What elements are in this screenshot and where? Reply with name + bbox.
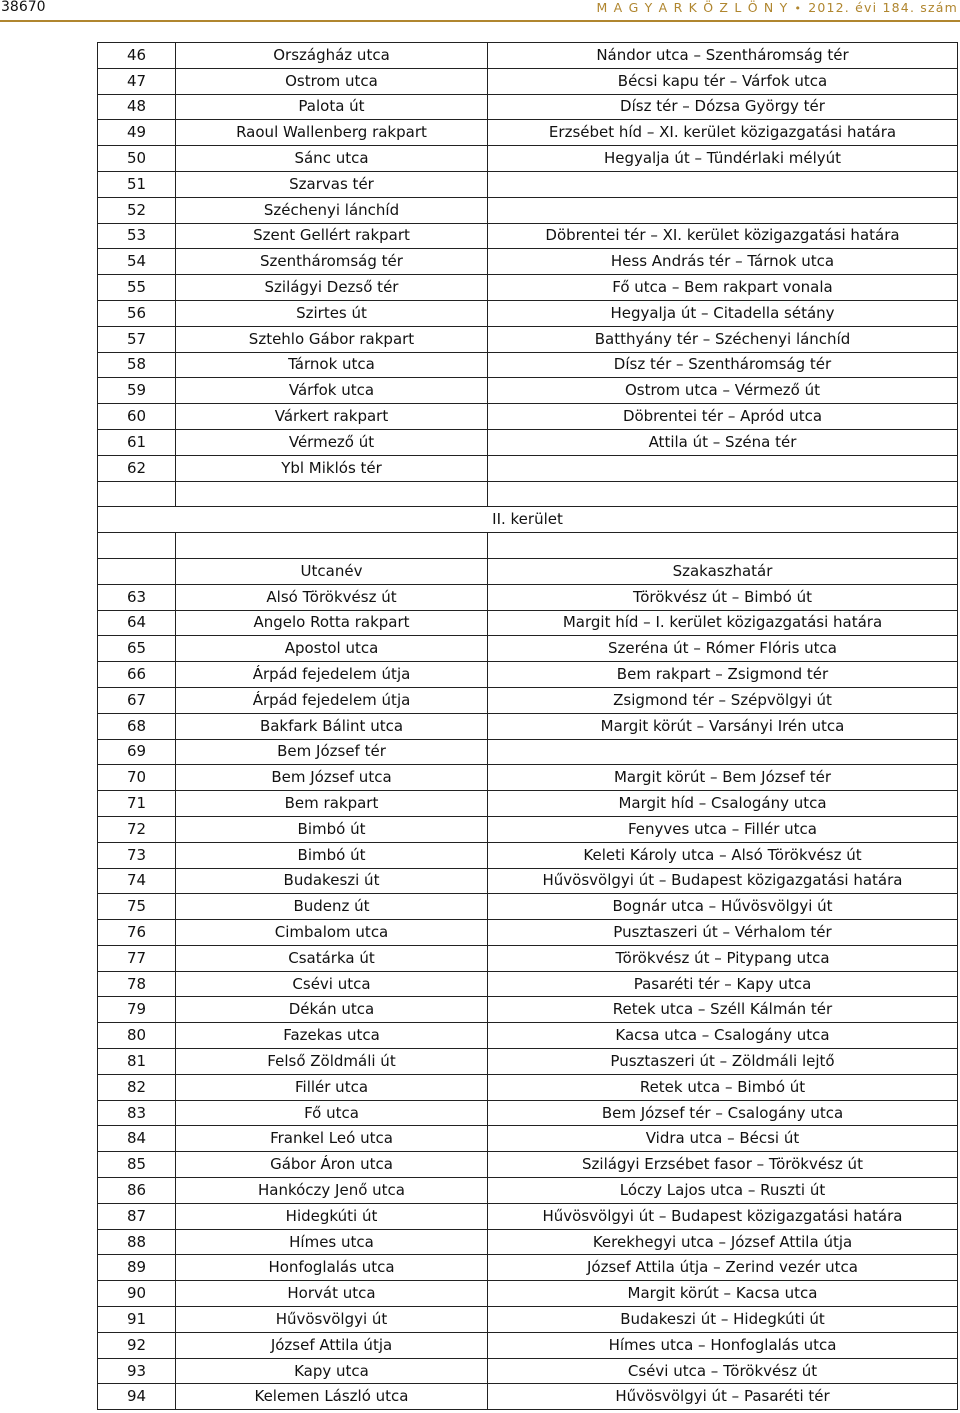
row-number-cell: 89: [98, 1255, 176, 1281]
table-row: [98, 997, 958, 1023]
row-number-cell: 49: [98, 120, 176, 146]
table-row: [98, 171, 958, 197]
section-boundary-cell: Nándor utca – Szentháromság tér: [488, 43, 958, 69]
section-boundary-cell: Hess András tér – Tárnok utca: [488, 249, 958, 275]
empty-cell: [488, 481, 958, 507]
row-number-cell: 88: [98, 1229, 176, 1255]
street-name-cell: Szilágyi Dezső tér: [176, 275, 488, 301]
street-name-cell: Kapy utca: [176, 1358, 488, 1384]
table-row: [98, 687, 958, 713]
row-number-cell: 59: [98, 378, 176, 404]
page-number: 38670: [1, 0, 46, 15]
street-name-cell: Sztehlo Gábor rakpart: [176, 326, 488, 352]
street-name-cell: Sánc utca: [176, 146, 488, 172]
section-boundary-cell: József Attila útja – Zerind vezér utca: [488, 1255, 958, 1281]
row-number-cell: 69: [98, 739, 176, 765]
header-number: [98, 558, 176, 584]
table-row: [98, 765, 958, 791]
row-number-cell: 79: [98, 997, 176, 1023]
street-name-cell: Frankel Leó utca: [176, 1126, 488, 1152]
running-header: [597, 0, 958, 15]
street-name-cell: Bakfark Bálint utca: [176, 713, 488, 739]
section-boundary-cell: Hűvösvölgyi út – Pasaréti tér: [488, 1384, 958, 1410]
table-row: [98, 1126, 958, 1152]
section-boundary-cell: Margit körút – Varsányi Irén utca: [488, 713, 958, 739]
row-number-cell: 78: [98, 971, 176, 997]
table-row: [98, 868, 958, 894]
row-number-cell: 67: [98, 687, 176, 713]
row-number-cell: 56: [98, 300, 176, 326]
section-boundary-cell: Szeréna út – Rómer Flóris utca: [488, 636, 958, 662]
table-row: [98, 352, 958, 378]
street-name-cell: Gábor Áron utca: [176, 1152, 488, 1178]
street-name-cell: Várkert rakpart: [176, 404, 488, 430]
section-boundary-cell: Szilágyi Erzsébet fasor – Törökvész út: [488, 1152, 958, 1178]
section-boundary-cell: Retek utca – Bimbó út: [488, 1074, 958, 1100]
row-number-cell: 65: [98, 636, 176, 662]
header-section-boundary: Szakaszhatár: [488, 558, 958, 584]
section-boundary-cell: Batthyány tér – Széchenyi lánchíd: [488, 326, 958, 352]
table-row: [98, 223, 958, 249]
row-number-cell: 74: [98, 868, 176, 894]
section-boundary-cell: Margit körút – Kacsa utca: [488, 1281, 958, 1307]
section-boundary-cell: [488, 455, 958, 481]
street-name-cell: Fazekas utca: [176, 1023, 488, 1049]
table-row: [98, 636, 958, 662]
row-number-cell: 51: [98, 171, 176, 197]
street-name-cell: Vérmező út: [176, 429, 488, 455]
street-name-cell: Honfoglalás utca: [176, 1255, 488, 1281]
table-row: [98, 1281, 958, 1307]
street-name-cell: Szirtes út: [176, 300, 488, 326]
street-name-cell: Angelo Rotta rakpart: [176, 610, 488, 636]
row-number-cell: 93: [98, 1358, 176, 1384]
street-name-cell: Árpád fejedelem útja: [176, 687, 488, 713]
table-row: [98, 1049, 958, 1075]
table-row: [98, 68, 958, 94]
table-row: [98, 275, 958, 301]
section-boundary-cell: Csévi utca – Törökvész út: [488, 1358, 958, 1384]
street-name-cell: Hidegkúti út: [176, 1203, 488, 1229]
table-row: [98, 1255, 958, 1281]
spacer-row: [98, 481, 958, 507]
district-heading-row: [98, 507, 958, 533]
table-row: [98, 791, 958, 817]
section-boundary-cell: Döbrentei tér – XI. kerület közigazgatási határa: [488, 223, 958, 249]
street-name-cell: Bem József tér: [176, 739, 488, 765]
section-boundary-cell: Retek utca – Széll Kálmán tér: [488, 997, 958, 1023]
section-boundary-cell: [488, 171, 958, 197]
section-boundary-cell: Bognár utca – Hűvösvölgyi út: [488, 894, 958, 920]
section-boundary-cell: Bem József tér – Csalogány utca: [488, 1100, 958, 1126]
table-row: [98, 584, 958, 610]
street-name-cell: Várfok utca: [176, 378, 488, 404]
table-row: [98, 662, 958, 688]
table-row: [98, 455, 958, 481]
row-number-cell: 47: [98, 68, 176, 94]
section-boundary-cell: Hegyalja út – Citadella sétány: [488, 300, 958, 326]
section-boundary-cell: Margit híd – Csalogány utca: [488, 791, 958, 817]
table-row: [98, 120, 958, 146]
table-row: [98, 1332, 958, 1358]
page-header: [0, 0, 960, 20]
street-name-cell: Hűvösvölgyi út: [176, 1307, 488, 1333]
row-number-cell: 64: [98, 610, 176, 636]
street-name-cell: Ybl Miklós tér: [176, 455, 488, 481]
row-number-cell: 91: [98, 1307, 176, 1333]
section-boundary-cell: Dísz tér – Szentháromság tér: [488, 352, 958, 378]
section-boundary-cell: Döbrentei tér – Apród utca: [488, 404, 958, 430]
section-boundary-cell: Budakeszi út – Hidegkúti út: [488, 1307, 958, 1333]
street-table: [97, 42, 958, 1410]
street-name-cell: Szent Gellért rakpart: [176, 223, 488, 249]
table-row: [98, 816, 958, 842]
row-number-cell: 72: [98, 816, 176, 842]
row-number-cell: 60: [98, 404, 176, 430]
table-row: [98, 1023, 958, 1049]
table-row: [98, 920, 958, 946]
row-number-cell: 82: [98, 1074, 176, 1100]
table-row: [98, 842, 958, 868]
street-name-cell: Árpád fejedelem útja: [176, 662, 488, 688]
section-boundary-cell: Hegyalja út – Tündérlaki mélyút: [488, 146, 958, 172]
street-table-body: [98, 43, 958, 1410]
street-name-cell: Fő utca: [176, 1100, 488, 1126]
table-row: [98, 1152, 958, 1178]
street-name-cell: Horvát utca: [176, 1281, 488, 1307]
table-row: [98, 739, 958, 765]
table-row: [98, 1307, 958, 1333]
street-name-cell: Dékán utca: [176, 997, 488, 1023]
section-boundary-cell: Hűvösvölgyi út – Budapest közigazgatási határa: [488, 1203, 958, 1229]
row-number-cell: 92: [98, 1332, 176, 1358]
journal-title: M A G Y A R K Ö Z L Ö N Y: [596, 0, 789, 15]
row-number-cell: 83: [98, 1100, 176, 1126]
row-number-cell: 62: [98, 455, 176, 481]
street-name-cell: Csatárka út: [176, 945, 488, 971]
row-number-cell: 48: [98, 94, 176, 120]
street-name-cell: Hímes utca: [176, 1229, 488, 1255]
section-boundary-cell: Fő utca – Bem rakpart vonala: [488, 275, 958, 301]
row-number-cell: 54: [98, 249, 176, 275]
section-boundary-cell: Margit körút – Bem József tér: [488, 765, 958, 791]
row-number-cell: 94: [98, 1384, 176, 1410]
row-number-cell: 76: [98, 920, 176, 946]
section-boundary-cell: Kerekhegyi utca – József Attila útja: [488, 1229, 958, 1255]
street-name-cell: Alsó Törökvész út: [176, 584, 488, 610]
street-name-cell: Budakeszi út: [176, 868, 488, 894]
section-boundary-cell: Keleti Károly utca – Alsó Törökvész út: [488, 842, 958, 868]
section-boundary-cell: Lóczy Lajos utca – Ruszti út: [488, 1178, 958, 1204]
table-row: [98, 429, 958, 455]
table-row: [98, 197, 958, 223]
row-number-cell: 52: [98, 197, 176, 223]
section-boundary-cell: Pusztaszeri út – Zöldmáli lejtő: [488, 1049, 958, 1075]
street-name-cell: Széchenyi lánchíd: [176, 197, 488, 223]
section-boundary-cell: Pusztaszeri út – Vérhalom tér: [488, 920, 958, 946]
section-boundary-cell: Törökvész út – Bimbó út: [488, 584, 958, 610]
row-number-cell: 81: [98, 1049, 176, 1075]
row-number-cell: 85: [98, 1152, 176, 1178]
street-name-cell: Kelemen László utca: [176, 1384, 488, 1410]
header-rule: [0, 20, 960, 22]
section-boundary-cell: Hímes utca – Honfoglalás utca: [488, 1332, 958, 1358]
street-name-cell: Apostol utca: [176, 636, 488, 662]
row-number-cell: 68: [98, 713, 176, 739]
section-boundary-cell: Törökvész út – Pitypang utca: [488, 945, 958, 971]
table-row: [98, 1384, 958, 1410]
street-name-cell: Fillér utca: [176, 1074, 488, 1100]
row-number-cell: 73: [98, 842, 176, 868]
section-boundary-cell: [488, 197, 958, 223]
empty-cell: [176, 481, 488, 507]
table-row: [98, 1229, 958, 1255]
row-number-cell: 46: [98, 43, 176, 69]
district-heading: II. kerület: [98, 507, 958, 533]
table-row: [98, 249, 958, 275]
issue-label: 2012. évi 184. szám: [808, 0, 958, 15]
section-boundary-cell: Attila út – Széna tér: [488, 429, 958, 455]
row-number-cell: 66: [98, 662, 176, 688]
street-name-cell: Szarvas tér: [176, 171, 488, 197]
table-row: [98, 971, 958, 997]
street-name-cell: Cimbalom utca: [176, 920, 488, 946]
street-name-cell: Felső Zöldmáli út: [176, 1049, 488, 1075]
row-number-cell: 61: [98, 429, 176, 455]
street-name-cell: Bem rakpart: [176, 791, 488, 817]
street-name-cell: Bimbó út: [176, 816, 488, 842]
row-number-cell: 71: [98, 791, 176, 817]
table-row: [98, 1178, 958, 1204]
row-number-cell: 87: [98, 1203, 176, 1229]
row-number-cell: 90: [98, 1281, 176, 1307]
row-number-cell: 70: [98, 765, 176, 791]
section-boundary-cell: Ostrom utca – Vérmező út: [488, 378, 958, 404]
street-name-cell: Budenz út: [176, 894, 488, 920]
row-number-cell: 80: [98, 1023, 176, 1049]
street-name-cell: Szentháromság tér: [176, 249, 488, 275]
street-name-cell: József Attila útja: [176, 1332, 488, 1358]
table-row: [98, 1203, 958, 1229]
street-name-cell: Csévi utca: [176, 971, 488, 997]
column-header-row: [98, 558, 958, 584]
street-name-cell: Raoul Wallenberg rakpart: [176, 120, 488, 146]
street-name-cell: Palota út: [176, 94, 488, 120]
table-row: [98, 713, 958, 739]
row-number-cell: 63: [98, 584, 176, 610]
table-row: [98, 300, 958, 326]
section-boundary-cell: Pasaréti tér – Kapy utca: [488, 971, 958, 997]
section-boundary-cell: Hűvösvölgyi út – Budapest közigazgatási határa: [488, 868, 958, 894]
section-boundary-cell: Bem rakpart – Zsigmond tér: [488, 662, 958, 688]
row-number-cell: 75: [98, 894, 176, 920]
empty-cell: [488, 533, 958, 559]
table-row: [98, 1100, 958, 1126]
row-number-cell: 84: [98, 1126, 176, 1152]
table-row: [98, 378, 958, 404]
table-row: [98, 945, 958, 971]
street-name-cell: Tárnok utca: [176, 352, 488, 378]
row-number-cell: 50: [98, 146, 176, 172]
row-number-cell: 77: [98, 945, 176, 971]
street-name-cell: Hankóczy Jenő utca: [176, 1178, 488, 1204]
table-row: [98, 610, 958, 636]
street-name-cell: Bem József utca: [176, 765, 488, 791]
empty-cell: [176, 533, 488, 559]
street-name-cell: Országház utca: [176, 43, 488, 69]
section-boundary-cell: Margit híd – I. kerület közigazgatási határa: [488, 610, 958, 636]
separator-dot: •: [794, 2, 803, 15]
table-row: [98, 1074, 958, 1100]
row-number-cell: 58: [98, 352, 176, 378]
table-row: [98, 1358, 958, 1384]
street-name-cell: Ostrom utca: [176, 68, 488, 94]
table-row: [98, 146, 958, 172]
section-boundary-cell: Zsigmond tér – Szépvölgyi út: [488, 687, 958, 713]
table-row: [98, 94, 958, 120]
row-number-cell: 55: [98, 275, 176, 301]
empty-cell: [98, 533, 176, 559]
street-name-cell: Bimbó út: [176, 842, 488, 868]
row-number-cell: 86: [98, 1178, 176, 1204]
row-number-cell: 57: [98, 326, 176, 352]
section-boundary-cell: Kacsa utca – Csalogány utca: [488, 1023, 958, 1049]
table-row: [98, 404, 958, 430]
section-boundary-cell: Erzsébet híd – XI. kerület közigazgatási határa: [488, 120, 958, 146]
section-boundary-cell: Fenyves utca – Fillér utca: [488, 816, 958, 842]
section-boundary-cell: [488, 739, 958, 765]
row-number-cell: 53: [98, 223, 176, 249]
table-row: [98, 894, 958, 920]
empty-cell: [98, 481, 176, 507]
section-boundary-cell: Dísz tér – Dózsa György tér: [488, 94, 958, 120]
spacer-row: [98, 533, 958, 559]
table-row: [98, 326, 958, 352]
section-boundary-cell: Bécsi kapu tér – Várfok utca: [488, 68, 958, 94]
section-boundary-cell: Vidra utca – Bécsi út: [488, 1126, 958, 1152]
table-row: [98, 43, 958, 69]
header-street-name: Utcanév: [176, 558, 488, 584]
